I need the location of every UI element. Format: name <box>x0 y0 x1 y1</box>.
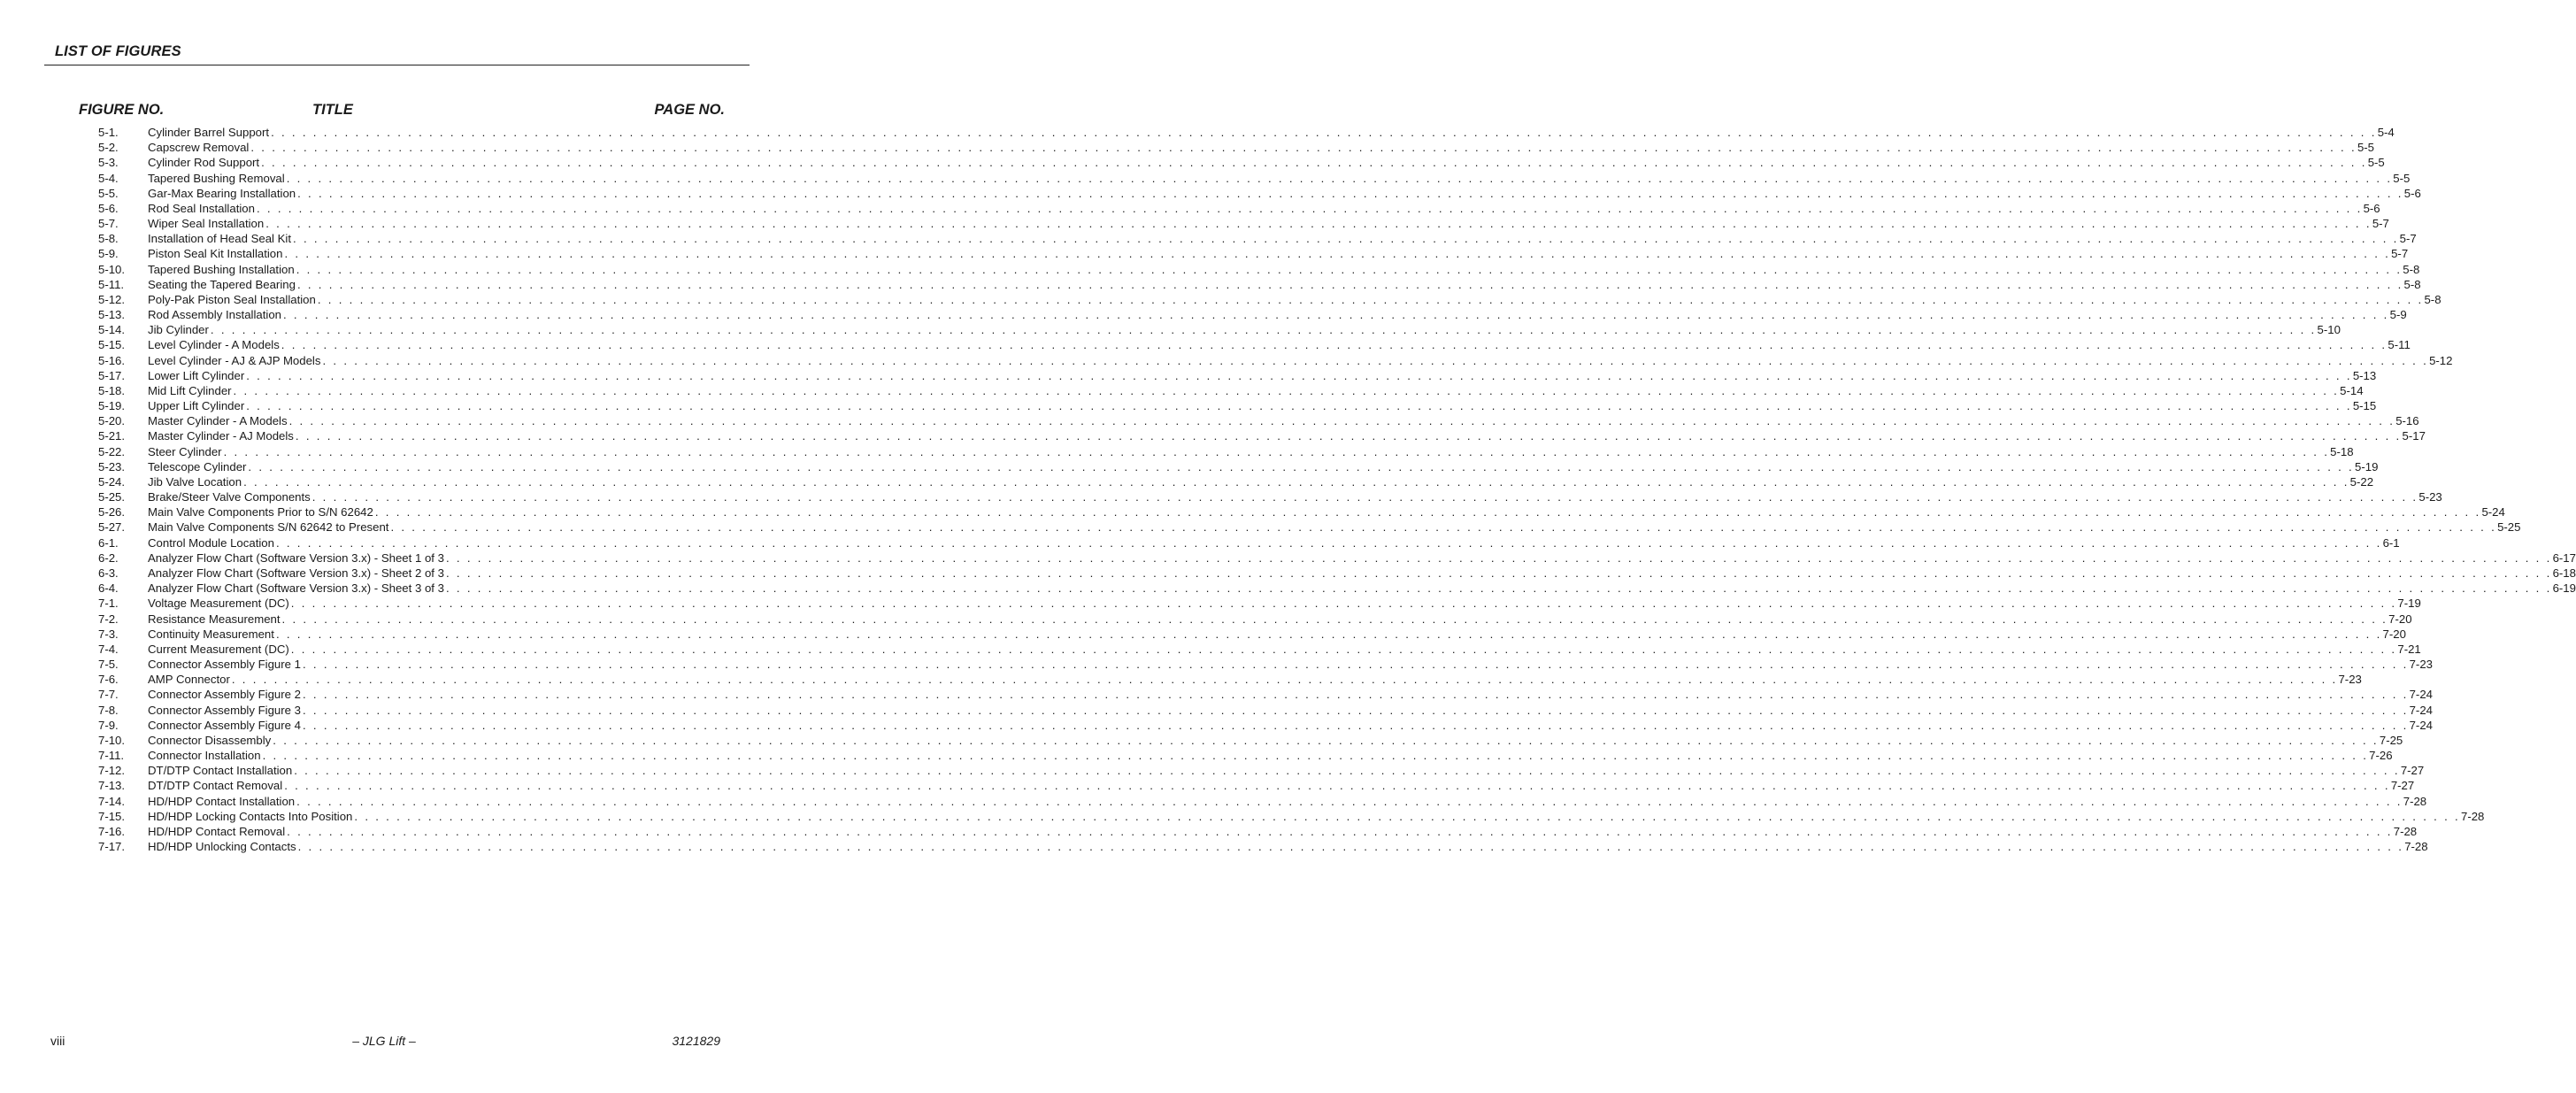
figure-page-number: 7-23 <box>2338 673 2362 687</box>
list-item[interactable] <box>98 733 2403 748</box>
dot-leader: . . . . . . . . . . . . . . . . . . . . . . . . . . . . . . . . . . . . . . . . . . . . . . . . . . . . . . . . . . . . . . . . . . . . . . . . . . . . . . . . . . . . . . . . . . . . . . . . . . . . . . . . . . . . . . . . . . . . . . . . . . . . . . . . . . . . . . . . . . . . . . . . . . . . . . . . . . . . . . . . . . . . . . . . . . . . . . . . . . . . . . . . . . . . . . . . . . . . . . . . <box>246 368 2352 382</box>
dot-leader: . . . . . . . . . . . . . . . . . . . . . . . . . . . . . . . . . . . . . . . . . . . . . . . . . . . . . . . . . . . . . . . . . . . . . . . . . . . . . . . . . . . . . . . . . . . . . . . . . . . . . . . . . . . . . . . . . . . . . . . . . . . . . . . . . . . . . . . . . . . . . . . . . . . . . . . . . . . . . . . . . . . . . . . . . . . . . . . . . . . . . . . . . . . . . . . . . . . . . . . . <box>322 353 2429 367</box>
list-item[interactable] <box>98 748 2393 763</box>
figure-title: Main Valve Components Prior to S/N 62642 <box>148 505 373 520</box>
figure-page-number: 5-17 <box>2402 429 2426 443</box>
list-item[interactable] <box>98 201 2380 216</box>
figure-title: Tapered Bushing Removal <box>148 171 285 185</box>
figure-number: 7-1. <box>98 597 119 611</box>
figure-number: 7-3. <box>98 627 119 641</box>
figure-number: 5-15. <box>98 338 126 352</box>
footer-page-number: viii <box>50 1034 65 1048</box>
dot-leader: . . . . . . . . . . . . . . . . . . . . . . . . . . . . . . . . . . . . . . . . . . . . . . . . . . . . . . . . . . . . . . . . . . . . . . . . . . . . . . . . . . . . . . . . . . . . . . . . . . . . . . . . . . . . . . . . . . . . . . . . . . . . . . . . . . . . . . . . . . . . . . . . . . . . . . . . . . . . . . . . . . . . . . . . . . . . . . . . . . . . . . . . . . . . . . . . . . . . . . . . <box>445 566 2552 580</box>
figure-page-number: 5-7 <box>2372 217 2389 231</box>
figure-title: Brake/Steer Valve Components <box>148 490 311 504</box>
list-item[interactable] <box>98 520 2521 535</box>
figure-page-number: 5-5 <box>2367 156 2385 170</box>
dot-leader: . . . . . . . . . . . . . . . . . . . . . . . . . . . . . . . . . . . . . . . . . . . . . . . . . . . . . . . . . . . . . . . . . . . . . . . . . . . . . . . . . . . . . . . . . . . . . . . . . . . . . . . . . . . . . . . . . . . . . . . . . . . . . . . . . . . . . . . . . . . . . . . . . . . . . . . . . . . . . . . . . . . . . . . . . . . . . . . . . . . . . . . . . . . . . . . . . . . . . . . . <box>243 474 2349 489</box>
figure-title: Main Valve Components S/N 62642 to Present <box>148 520 389 535</box>
figure-title: Connector Installation <box>148 749 261 763</box>
figure-number: 6-1. <box>98 535 119 550</box>
figure-number: 7-8. <box>98 703 119 717</box>
dot-leader: . . . . . . . . . . . . . . . . . . . . . . . . . . . . . . . . . . . . . . . . . . . . . . . . . . . . . . . . . . . . . . . . . . . . . . . . . . . . . . . . . . . . . . . . . . . . . . . . . . . . . . . . . . . . . . . . . . . . . . . . . . . . . . . . . . . . . . . . . . . . . . . . . . . . . . . . . . . . . . . . . . . . . . . . . . . . . . . . . . . . . . . . . . . . . . . . . . . . . . . . <box>256 201 2363 215</box>
dot-leader: . . . . . . . . . . . . . . . . . . . . . . . . . . . . . . . . . . . . . . . . . . . . . . . . . . . . . . . . . . . . . . . . . . . . . . . . . . . . . . . . . . . . . . . . . . . . . . . . . . . . . . . . . . . . . . . . . . . . . . . . . . . . . . . . . . . . . . . . . . . . . . . . . . . . . . . . . . . . . . . . . . . . . . . . . . . . . . . . . . . . . . . . . . . . . . . . . . . . . . . . <box>210 323 2317 337</box>
dot-leader: . . . . . . . . . . . . . . . . . . . . . . . . . . . . . . . . . . . . . . . . . . . . . . . . . . . . . . . . . . . . . . . . . . . . . . . . . . . . . . . . . . . . . . . . . . . . . . . . . . . . . . . . . . . . . . . . . . . . . . . . . . . . . . . . . . . . . . . . . . . . . . . . . . . . . . . . . . . . . . . . . . . . . . . . . . . . . . . . . . . . . . . . . . . . . . . . . . . . . . . . <box>250 141 2357 155</box>
figure-number: 7-5. <box>98 658 119 672</box>
figure-title: Cylinder Rod Support <box>148 156 260 170</box>
figure-number: 5-24. <box>98 474 126 489</box>
dot-leader: . . . . . . . . . . . . . . . . . . . . . . . . . . . . . . . . . . . . . . . . . . . . . . . . . . . . . . . . . . . . . . . . . . . . . . . . . . . . . . . . . . . . . . . . . . . . . . . . . . . . . . . . . . . . . . . . . . . . . . . . . . . . . . . . . . . . . . . . . . . . . . . . . . . . . . . . . . . . . . . . . . . . . . . . . . . . . . . . . . . . . . . . . . . . . . . . . . . . . . . . <box>445 550 2552 565</box>
figure-title: Voltage Measurement (DC) <box>148 597 289 611</box>
dot-leader: . . . . . . . . . . . . . . . . . . . . . . . . . . . . . . . . . . . . . . . . . . . . . . . . . . . . . . . . . . . . . . . . . . . . . . . . . . . . . . . . . . . . . . . . . . . . . . . . . . . . . . . . . . . . . . . . . . . . . . . . . . . . . . . . . . . . . . . . . . . . . . . . . . . . . . . . . . . . . . . . . . . . . . . . . . . . . . . . . . . . . . . . . . . . . . . . . . . . . . . . <box>271 126 2377 139</box>
figure-number: 5-23. <box>98 459 126 473</box>
list-item[interactable] <box>98 824 2418 839</box>
figure-title: Seating the Tapered Bearing <box>148 277 296 291</box>
figure-page-number: 7-25 <box>2379 733 2403 747</box>
list-item[interactable] <box>98 307 2407 322</box>
dot-leader: . . . . . . . . . . . . . . . . . . . . . . . . . . . . . . . . . . . . . . . . . . . . . . . . . . . . . . . . . . . . . . . . . . . . . . . . . . . . . . . . . . . . . . . . . . . . . . . . . . . . . . . . . . . . . . . . . . . . . . . . . . . . . . . . . . . . . . . . . . . . . . . . . . . . . . . . . . . . . . . . . . . . . . . . . . . . . . . . . . . . . . . . . . . . . . . . . . . . . . . . <box>288 414 2395 428</box>
figure-number: 7-13. <box>98 779 126 793</box>
figure-number: 7-14. <box>98 794 126 808</box>
figure-page-number: 5-19 <box>2355 459 2379 473</box>
figure-title: Continuity Measurement <box>148 627 274 641</box>
figure-title: Connector Assembly Figure 1 <box>148 658 301 672</box>
figure-number: 7-17. <box>98 840 126 854</box>
list-item[interactable] <box>98 809 2485 824</box>
figure-page-number: 7-28 <box>2393 824 2418 838</box>
figure-page-number: 7-24 <box>2409 703 2433 717</box>
figure-page-number: 7-19 <box>2397 597 2421 611</box>
dot-leader: . . . . . . . . . . . . . . . . . . . . . . . . . . . . . . . . . . . . . . . . . . . . . . . . . . . . . . . . . . . . . . . . . . . . . . . . . . . . . . . . . . . . . . . . . . . . . . . . . . . . . . . . . . . . . . . . . . . . . . . . . . . . . . . . . . . . . . . . . . . . . . . . . . . . . . . . . . . . . . . . . . . . . . . . . . . . . . . . . . . . . . . . . . . . . . . . . . . . . . . . <box>287 824 2393 838</box>
figure-number: 5-18. <box>98 383 126 397</box>
figure-page-number: 7-20 <box>2382 627 2406 641</box>
list-item[interactable] <box>98 489 2442 504</box>
figure-title: Steer Cylinder <box>148 444 222 458</box>
figure-title: Jib Valve Location <box>148 474 242 489</box>
dot-leader: . . . . . . . . . . . . . . . . . . . . . . . . . . . . . . . . . . . . . . . . . . . . . . . . . . . . . . . . . . . . . . . . . . . . . . . . . . . . . . . . . . . . . . . . . . . . . . . . . . . . . . . . . . . . . . . . . . . . . . . . . . . . . . . . . . . . . . . . . . . . . . . . . . . . . . . . . . . . . . . . . . . . . . . . . . . . . . . . . . . . . . . . . . . . . . . . . . . . . . . . <box>281 338 2388 352</box>
figure-page-number: 5-22 <box>2349 474 2374 489</box>
figure-page-number: 5-25 <box>2497 520 2521 535</box>
figure-number: 5-21. <box>98 429 126 443</box>
list-item[interactable] <box>98 171 2411 186</box>
list-item[interactable] <box>98 231 2417 246</box>
list-item[interactable] <box>98 672 2362 687</box>
figure-page-number: 5-23 <box>2418 490 2442 504</box>
figure-page-number: 7-26 <box>2369 749 2393 763</box>
figure-number: 5-7. <box>98 217 119 231</box>
figure-title: Connector Assembly Figure 3 <box>148 703 301 717</box>
figure-title: Analyzer Flow Chart (Software Version 3.x) - Sheet 1 of 3 <box>148 550 444 565</box>
figure-title: Control Module Location <box>148 535 274 550</box>
figure-number: 6-4. <box>98 581 119 596</box>
list-item[interactable] <box>98 398 2377 413</box>
list-item[interactable] <box>98 657 2433 672</box>
figure-title: Telescope Cylinder <box>148 459 247 473</box>
figure-title: Current Measurement (DC) <box>148 642 289 656</box>
figure-title: DT/DTP Contact Removal <box>148 779 283 793</box>
figure-page-number: 7-28 <box>2404 840 2428 854</box>
dot-leader: . . . . . . . . . . . . . . . . . . . . . . . . . . . . . . . . . . . . . . . . . . . . . . . . . . . . . . . . . . . . . . . . . . . . . . . . . . . . . . . . . . . . . . . . . . . . . . . . . . . . . . . . . . . . . . . . . . . . . . . . . . . . . . . . . . . . . . . . . . . . . . . . . . . . . . . . . . . . . . . . . . . . . . . . . . . . . . . . . . . . . . . . . . . . . . . . . . . . . . . . <box>262 749 2369 763</box>
figure-title: Resistance Measurement <box>148 612 281 626</box>
figure-list <box>98 125 2576 854</box>
figure-title: Lower Lift Cylinder <box>148 368 245 382</box>
figure-page-number: 5-8 <box>2424 292 2441 306</box>
figure-number: 5-12. <box>98 292 126 306</box>
list-item[interactable] <box>98 155 2385 170</box>
figure-title: DT/DTP Contact Installation <box>148 764 293 778</box>
dot-leader: . . . . . . . . . . . . . . . . . . . . . . . . . . . . . . . . . . . . . . . . . . . . . . . . . . . . . . . . . . . . . . . . . . . . . . . . . . . . . . . . . . . . . . . . . . . . . . . . . . . . . . . . . . . . . . . . . . . . . . . . . . . . . . . . . . . . . . . . . . . . . . . . . . . . . . . . . . . . . . . . . . . . . . . . . . . . . . . . . . . . . . . . . . . . . . . . . . . . . . . . <box>233 383 2340 397</box>
figure-page-number: 5-16 <box>2395 414 2419 428</box>
figure-number: 5-16. <box>98 353 126 367</box>
list-item[interactable] <box>98 794 2427 809</box>
figure-title: Analyzer Flow Chart (Software Version 3.x) - Sheet 3 of 3 <box>148 581 444 596</box>
figure-page-number: 6-1 <box>2382 535 2400 550</box>
figure-title: Capscrew Removal <box>148 141 250 155</box>
dot-leader: . . . . . . . . . . . . . . . . . . . . . . . . . . . . . . . . . . . . . . . . . . . . . . . . . . . . . . . . . . . . . . . . . . . . . . . . . . . . . . . . . . . . . . . . . . . . . . . . . . . . . . . . . . . . . . . . . . . . . . . . . . . . . . . . . . . . . . . . . . . . . . . . . . . . . . . . . . . . . . . . . . . . . . . . . . . . . . . . . . . . . . . . . . . . . . . . . . . . . . . . <box>302 718 2409 732</box>
dot-leader: . . . . . . . . . . . . . . . . . . . . . . . . . . . . . . . . . . . . . . . . . . . . . . . . . . . . . . . . . . . . . . . . . . . . . . . . . . . . . . . . . . . . . . . . . . . . . . . . . . . . . . . . . . . . . . . . . . . . . . . . . . . . . . . . . . . . . . . . . . . . . . . . . . . . . . . . . . . . . . . . . . . . . . . . . . . . . . . . . . . . . . . . . . . . . . . . . . . . . . . . <box>284 779 2390 793</box>
list-item[interactable] <box>98 718 2433 733</box>
figure-title: Wiper Seal Installation <box>148 217 265 231</box>
figure-title: Rod Seal Installation <box>148 201 255 215</box>
figure-title: Rod Assembly Installation <box>148 308 281 322</box>
figure-number: 7-6. <box>98 673 119 687</box>
list-item[interactable] <box>98 566 2576 581</box>
figure-title: Cylinder Barrel Support <box>148 126 270 139</box>
list-item[interactable] <box>98 140 2375 155</box>
list-item[interactable] <box>98 292 2441 307</box>
figure-page-number: 5-15 <box>2352 399 2377 413</box>
list-item[interactable] <box>98 262 2420 277</box>
list-item[interactable] <box>98 504 2505 520</box>
figure-title: Upper Lift Cylinder <box>148 399 245 413</box>
figure-title: Master Cylinder - AJ Models <box>148 429 294 443</box>
figure-title: Analyzer Flow Chart (Software Version 3.x) - Sheet 2 of 3 <box>148 566 444 580</box>
figure-page-number: 5-7 <box>2391 247 2409 261</box>
figure-number: 6-2. <box>98 550 119 565</box>
figure-number: 5-9. <box>98 247 119 261</box>
figure-number: 5-13. <box>98 308 126 322</box>
dot-leader: . . . . . . . . . . . . . . . . . . . . . . . . . . . . . . . . . . . . . . . . . . . . . . . . . . . . . . . . . . . . . . . . . . . . . . . . . . . . . . . . . . . . . . . . . . . . . . . . . . . . . . . . . . . . . . . . . . . . . . . . . . . . . . . . . . . . . . . . . . . . . . . . . . . . . . . . . . . . . . . . . . . . . . . . . . . . . . . . . . . . . . . . . . . . . . . . . . . . . . . . <box>302 658 2409 672</box>
dot-leader: . . . . . . . . . . . . . . . . . . . . . . . . . . . . . . . . . . . . . . . . . . . . . . . . . . . . . . . . . . . . . . . . . . . . . . . . . . . . . . . . . . . . . . . . . . . . . . . . . . . . . . . . . . . . . . . . . . . . . . . . . . . . . . . . . . . . . . . . . . . . . . . . . . . . . . . . . . . . . . . . . . . . . . . . . . . . . . . . . . . . . . . . . . . . . . . . . . . . . . . . <box>296 277 2403 291</box>
column-header-title: TITLE <box>312 102 353 118</box>
dot-leader: . . . . . . . . . . . . . . . . . . . . . . . . . . . . . . . . . . . . . . . . . . . . . . . . . . . . . . . . . . . . . . . . . . . . . . . . . . . . . . . . . . . . . . . . . . . . . . . . . . . . . . . . . . . . . . . . . . . . . . . . . . . . . . . . . . . . . . . . . . . . . . . . . . . . . . . . . . . . . . . . . . . . . . . . . . . . . . . . . . . . . . . . . . . . . . . . . . . . . . . . <box>273 733 2379 747</box>
figure-number: 5-11. <box>98 277 125 291</box>
figure-number: 7-2. <box>98 612 119 626</box>
figure-page-number: 7-24 <box>2409 688 2433 702</box>
figure-title: HD/HDP Contact Removal <box>148 824 286 838</box>
list-item[interactable] <box>98 612 2412 627</box>
figure-page-number: 5-10 <box>2317 323 2341 337</box>
column-header-page-no: PAGE NO. <box>654 102 725 118</box>
dot-leader: . . . . . . . . . . . . . . . . . . . . . . . . . . . . . . . . . . . . . . . . . . . . . . . . . . . . . . . . . . . . . . . . . . . . . . . . . . . . . . . . . . . . . . . . . . . . . . . . . . . . . . . . . . . . . . . . . . . . . . . . . . . . . . . . . . . . . . . . . . . . . . . . . . . . . . . . . . . . . . . . . . . . . . . . . . . . . . . . . . . . . . . . . . . . . . . . . . . . . . . . <box>293 232 2399 246</box>
figure-number: 5-20. <box>98 414 126 428</box>
figure-number: 5-10. <box>98 262 126 276</box>
list-item[interactable] <box>98 474 2374 489</box>
figure-number: 5-3. <box>98 156 119 170</box>
dot-leader: . . . . . . . . . . . . . . . . . . . . . . . . . . . . . . . . . . . . . . . . . . . . . . . . . . . . . . . . . . . . . . . . . . . . . . . . . . . . . . . . . . . . . . . . . . . . . . . . . . . . . . . . . . . . . . . . . . . . . . . . . . . . . . . . . . . . . . . . . . . . . . . . . . . . . . . . . . . . . . . . . . . . . . . . . . . . . . . . . . . . . . . . . . . . . . . . . . . . . . . . <box>265 217 2372 231</box>
figure-number: 5-1. <box>98 126 119 139</box>
list-item[interactable] <box>98 687 2433 702</box>
figure-number: 7-4. <box>98 642 119 656</box>
dot-leader: . . . . . . . . . . . . . . . . . . . . . . . . . . . . . . . . . . . . . . . . . . . . . . . . . . . . . . . . . . . . . . . . . . . . . . . . . . . . . . . . . . . . . . . . . . . . . . . . . . . . . . . . . . . . . . . . . . . . . . . . . . . . . . . . . . . . . . . . . . . . . . . . . . . . . . . . . . . . . . . . . . . . . . . . . . . . . . . . . . . . . . . . . . . . . . . . . . . . . . . . <box>284 247 2391 261</box>
dot-leader: . . . . . . . . . . . . . . . . . . . . . . . . . . . . . . . . . . . . . . . . . . . . . . . . . . . . . . . . . . . . . . . . . . . . . . . . . . . . . . . . . . . . . . . . . . . . . . . . . . . . . . . . . . . . . . . . . . . . . . . . . . . . . . . . . . . . . . . . . . . . . . . . . . . . . . . . . . . . . . . . . . . . . . . . . . . . . . . . . . . . . . . . . . . . . . . . . . . . . . . . <box>317 292 2424 306</box>
figure-page-number: 7-27 <box>2400 764 2425 778</box>
figure-page-number: 5-6 <box>2363 201 2380 215</box>
list-item[interactable] <box>98 642 2421 657</box>
figure-page-number: 5-6 <box>2403 186 2421 200</box>
page-header-title: LIST OF FIGURES <box>55 43 181 59</box>
figure-title: Level Cylinder - AJ & AJP Models <box>148 353 321 367</box>
figure-page-number: 5-18 <box>2330 444 2354 458</box>
dot-leader: . . . . . . . . . . . . . . . . . . . . . . . . . . . . . . . . . . . . . . . . . . . . . . . . . . . . . . . . . . . . . . . . . . . . . . . . . . . . . . . . . . . . . . . . . . . . . . . . . . . . . . . . . . . . . . . . . . . . . . . . . . . . . . . . . . . . . . . . . . . . . . . . . . . . . . . . . . . . . . . . . . . . . . . . . . . . . . . . . . . . . . . . . . . . . . . . . . . . . . . . <box>283 308 2389 322</box>
list-item[interactable] <box>98 763 2425 778</box>
dot-leader: . . . . . . . . . . . . . . . . . . . . . . . . . . . . . . . . . . . . . . . . . . . . . . . . . . . . . . . . . . . . . . . . . . . . . . . . . . . . . . . . . . . . . . . . . . . . . . . . . . . . . . . . . . . . . . . . . . . . . . . . . . . . . . . . . . . . . . . . . . . . . . . . . . . . . . . . . . . . . . . . . . . . . . . . . . . . . . . . . . . . . . . . . . . . . . . . . . . . . . . . <box>286 171 2393 185</box>
figure-page-number: 5-8 <box>2403 262 2420 276</box>
list-item[interactable] <box>98 125 2395 140</box>
figure-page-number: 5-8 <box>2403 277 2421 291</box>
figure-number: 7-11. <box>98 749 125 763</box>
dot-leader: . . . . . . . . . . . . . . . . . . . . . . . . . . . . . . . . . . . . . . . . . . . . . . . . . . . . . . . . . . . . . . . . . . . . . . . . . . . . . . . . . . . . . . . . . . . . . . . . . . . . . . . . . . . . . . . . . . . . . . . . . . . . . . . . . . . . . . . . . . . . . . . . . . . . . . . . . . . . . . . . . . . . . . . . . . . . . . . . . . . . . . . . . . . . . . . . . . . . . . . . <box>311 490 2418 504</box>
list-item[interactable] <box>98 535 2400 550</box>
figure-title: Connector Disassembly <box>148 733 272 747</box>
figure-page-number: 6-17 <box>2552 550 2576 565</box>
figure-number: 5-26. <box>98 505 126 520</box>
figure-number: 5-6. <box>98 201 119 215</box>
figure-title: Gar-Max Bearing Installation <box>148 186 296 200</box>
figure-title: Master Cylinder - A Models <box>148 414 288 428</box>
dot-leader: . . . . . . . . . . . . . . . . . . . . . . . . . . . . . . . . . . . . . . . . . . . . . . . . . . . . . . . . . . . . . . . . . . . . . . . . . . . . . . . . . . . . . . . . . . . . . . . . . . . . . . . . . . . . . . . . . . . . . . . . . . . . . . . . . . . . . . . . . . . . . . . . . . . . . . . . . . . . . . . . . . . . . . . . . . . . . . . . . . . . . . . . . . . . . . . . . . . . . . . . <box>302 703 2409 717</box>
list-item[interactable] <box>98 778 2415 793</box>
figure-page-number: 7-27 <box>2390 779 2415 793</box>
figure-title: HD/HDP Locking Contacts Into Position <box>148 809 353 823</box>
figure-page-number: 7-21 <box>2397 642 2421 656</box>
dot-leader: . . . . . . . . . . . . . . . . . . . . . . . . . . . . . . . . . . . . . . . . . . . . . . . . . . . . . . . . . . . . . . . . . . . . . . . . . . . . . . . . . . . . . . . . . . . . . . . . . . . . . . . . . . . . . . . . . . . . . . . . . . . . . . . . . . . . . . . . . . . . . . . . . . . . . . . . . . . . . . . . . . . . . . . . . . . . . . . . . . . . . . . . . . . . . . . . . . . . . . . . <box>302 688 2409 702</box>
figure-title: AMP Connector <box>148 673 230 687</box>
dot-leader: . . . . . . . . . . . . . . . . . . . . . . . . . . . . . . . . . . . . . . . . . . . . . . . . . . . . . . . . . . . . . . . . . . . . . . . . . . . . . . . . . . . . . . . . . . . . . . . . . . . . . . . . . . . . . . . . . . . . . . . . . . . . . . . . . . . . . . . . . . . . . . . . . . . . . . . . . . . . . . . . . . . . . . . . . . . . . . . . . . . . . . . . . . . . . . . . . . . . . . . . <box>390 520 2497 535</box>
figure-number: 5-25. <box>98 490 126 504</box>
dot-leader: . . . . . . . . . . . . . . . . . . . . . . . . . . . . . . . . . . . . . . . . . . . . . . . . . . . . . . . . . . . . . . . . . . . . . . . . . . . . . . . . . . . . . . . . . . . . . . . . . . . . . . . . . . . . . . . . . . . . . . . . . . . . . . . . . . . . . . . . . . . . . . . . . . . . . . . . . . . . . . . . . . . . . . . . . . . . . . . . . . . . . . . . . . . . . . . . . . . . . . . . <box>290 597 2397 611</box>
figure-page-number: 5-9 <box>2389 308 2407 322</box>
figure-number: 7-16. <box>98 824 126 838</box>
footer-center-text: – JLG Lift – <box>352 1034 416 1048</box>
list-item[interactable] <box>98 368 2377 383</box>
figure-number: 5-2. <box>98 141 119 155</box>
list-item[interactable] <box>98 627 2406 642</box>
dot-leader: . . . . . . . . . . . . . . . . . . . . . . . . . . . . . . . . . . . . . . . . . . . . . . . . . . . . . . . . . . . . . . . . . . . . . . . . . . . . . . . . . . . . . . . . . . . . . . . . . . . . . . . . . . . . . . . . . . . . . . . . . . . . . . . . . . . . . . . . . . . . . . . . . . . . . . . . . . . . . . . . . . . . . . . . . . . . . . . . . . . . . . . . . . . . . . . . . . . . . . . . <box>275 535 2382 550</box>
figure-number: 5-8. <box>98 232 119 246</box>
figure-page-number: 5-12 <box>2429 353 2453 367</box>
list-item[interactable] <box>98 459 2379 474</box>
dot-leader: . . . . . . . . . . . . . . . . . . . . . . . . . . . . . . . . . . . . . . . . . . . . . . . . . . . . . . . . . . . . . . . . . . . . . . . . . . . . . . . . . . . . . . . . . . . . . . . . . . . . . . . . . . . . . . . . . . . . . . . . . . . . . . . . . . . . . . . . . . . . . . . . . . . . . . . . . . . . . . . . . . . . . . . . . . . . . . . . . . . . . . . . . . . . . . . . . . . . . . . . <box>296 794 2403 808</box>
figure-page-number: 5-5 <box>2393 171 2411 185</box>
column-header-figure-no: FIGURE NO. <box>79 102 165 118</box>
list-item[interactable] <box>98 550 2576 566</box>
dot-leader: . . . . . . . . . . . . . . . . . . . . . . . . . . . . . . . . . . . . . . . . . . . . . . . . . . . . . . . . . . . . . . . . . . . . . . . . . . . . . . . . . . . . . . . . . . . . . . . . . . . . . . . . . . . . . . . . . . . . . . . . . . . . . . . . . . . . . . . . . . . . . . . . . . . . . . . . . . . . . . . . . . . . . . . . . . . . . . . . . . . . . . . . . . . . . . . . . . . . . . . . <box>296 262 2403 276</box>
figure-page-number: 5-11 <box>2388 338 2411 352</box>
figure-page-number: 7-20 <box>2388 612 2412 626</box>
dot-leader: . . . . . . . . . . . . . . . . . . . . . . . . . . . . . . . . . . . . . . . . . . . . . . . . . . . . . . . . . . . . . . . . . . . . . . . . . . . . . . . . . . . . . . . . . . . . . . . . . . . . . . . . . . . . . . . . . . . . . . . . . . . . . . . . . . . . . . . . . . . . . . . . . . . . . . . . . . . . . . . . . . . . . . . . . . . . . . . . . . . . . . . . . . . . . . . . . . . . . . . . <box>297 186 2403 200</box>
figure-number: 5-17. <box>98 368 126 382</box>
list-item[interactable] <box>98 413 2419 428</box>
dot-leader: . . . . . . . . . . . . . . . . . . . . . . . . . . . . . . . . . . . . . . . . . . . . . . . . . . . . . . . . . . . . . . . . . . . . . . . . . . . . . . . . . . . . . . . . . . . . . . . . . . . . . . . . . . . . . . . . . . . . . . . . . . . . . . . . . . . . . . . . . . . . . . . . . . . . . . . . . . . . . . . . . . . . . . . . . . . . . . . . . . . . . . . . . . . . . . . . . . . . . . . . <box>261 156 2367 170</box>
dot-leader: . . . . . . . . . . . . . . . . . . . . . . . . . . . . . . . . . . . . . . . . . . . . . . . . . . . . . . . . . . . . . . . . . . . . . . . . . . . . . . . . . . . . . . . . . . . . . . . . . . . . . . . . . . . . . . . . . . . . . . . . . . . . . . . . . . . . . . . . . . . . . . . . . . . . . . . . . . . . . . . . . . . . . . . . . . . . . . . . . . . . . . . . . . . . . . . . . . . . . . . . <box>294 764 2400 778</box>
list-item[interactable] <box>98 383 2364 398</box>
list-item[interactable] <box>98 186 2421 201</box>
figure-number: 5-22. <box>98 444 126 458</box>
list-item[interactable] <box>98 444 2354 459</box>
figure-number: 7-7. <box>98 688 119 702</box>
list-item[interactable] <box>98 246 2409 261</box>
list-item[interactable] <box>98 703 2433 718</box>
figure-page-number: 7-28 <box>2403 794 2427 808</box>
figure-title: Poly-Pak Piston Seal Installation <box>148 292 316 306</box>
figure-title: Mid Lift Cylinder <box>148 383 232 397</box>
figure-number: 7-15. <box>98 809 126 823</box>
dot-leader: . . . . . . . . . . . . . . . . . . . . . . . . . . . . . . . . . . . . . . . . . . . . . . . . . . . . . . . . . . . . . . . . . . . . . . . . . . . . . . . . . . . . . . . . . . . . . . . . . . . . . . . . . . . . . . . . . . . . . . . . . . . . . . . . . . . . . . . . . . . . . . . . . . . . . . . . . . . . . . . . . . . . . . . . . . . . . . . . . . . . . . . . . . . . . . . . . . . . . . . . <box>231 673 2338 687</box>
list-item[interactable] <box>98 839 2428 854</box>
figure-page-number: 5-7 <box>2399 232 2417 246</box>
figure-number: 6-3. <box>98 566 119 580</box>
figure-page-number: 7-28 <box>2461 809 2485 823</box>
dot-leader: . . . . . . . . . . . . . . . . . . . . . . . . . . . . . . . . . . . . . . . . . . . . . . . . . . . . . . . . . . . . . . . . . . . . . . . . . . . . . . . . . . . . . . . . . . . . . . . . . . . . . . . . . . . . . . . . . . . . . . . . . . . . . . . . . . . . . . . . . . . . . . . . . . . . . . . . . . . . . . . . . . . . . . . . . . . . . . . . . . . . . . . . . . . . . . . . . . . . . . . . <box>374 505 2481 520</box>
figure-number: 5-5. <box>98 186 119 200</box>
figure-number: 5-4. <box>98 171 119 185</box>
figure-title: Jib Cylinder <box>148 323 209 337</box>
list-item[interactable] <box>98 581 2576 596</box>
dot-leader: . . . . . . . . . . . . . . . . . . . . . . . . . . . . . . . . . . . . . . . . . . . . . . . . . . . . . . . . . . . . . . . . . . . . . . . . . . . . . . . . . . . . . . . . . . . . . . . . . . . . . . . . . . . . . . . . . . . . . . . . . . . . . . . . . . . . . . . . . . . . . . . . . . . . . . . . . . . . . . . . . . . . . . . . . . . . . . . . . . . . . . . . . . . . . . . . . . . . . . . . <box>248 459 2355 473</box>
figure-page-number: 7-24 <box>2409 718 2433 732</box>
figure-title: Tapered Bushing Installation <box>148 262 295 276</box>
figure-title: Connector Assembly Figure 4 <box>148 718 301 732</box>
figure-page-number: 5-24 <box>2481 505 2505 520</box>
figure-title: Connector Assembly Figure 2 <box>148 688 301 702</box>
dot-leader: . . . . . . . . . . . . . . . . . . . . . . . . . . . . . . . . . . . . . . . . . . . . . . . . . . . . . . . . . . . . . . . . . . . . . . . . . . . . . . . . . . . . . . . . . . . . . . . . . . . . . . . . . . . . . . . . . . . . . . . . . . . . . . . . . . . . . . . . . . . . . . . . . . . . . . . . . . . . . . . . . . . . . . . . . . . . . . . . . . . . . . . . . . . . . . . . . . . . . . . . <box>223 444 2330 458</box>
figure-page-number: 5-5 <box>2357 141 2375 155</box>
dot-leader: . . . . . . . . . . . . . . . . . . . . . . . . . . . . . . . . . . . . . . . . . . . . . . . . . . . . . . . . . . . . . . . . . . . . . . . . . . . . . . . . . . . . . . . . . . . . . . . . . . . . . . . . . . . . . . . . . . . . . . . . . . . . . . . . . . . . . . . . . . . . . . . . . . . . . . . . . . . . . . . . . . . . . . . . . . . . . . . . . . . . . . . . . . . . . . . . . . . . . . . . <box>275 627 2382 641</box>
figure-page-number: 5-14 <box>2340 383 2364 397</box>
list-item[interactable] <box>98 337 2411 352</box>
dot-leader: . . . . . . . . . . . . . . . . . . . . . . . . . . . . . . . . . . . . . . . . . . . . . . . . . . . . . . . . . . . . . . . . . . . . . . . . . . . . . . . . . . . . . . . . . . . . . . . . . . . . . . . . . . . . . . . . . . . . . . . . . . . . . . . . . . . . . . . . . . . . . . . . . . . . . . . . . . . . . . . . . . . . . . . . . . . . . . . . . . . . . . . . . . . . . . . . . . . . . . . . <box>297 840 2404 854</box>
footer-doc-number: 3121829 <box>672 1034 720 1048</box>
figure-title: Level Cylinder - A Models <box>148 338 280 352</box>
figure-number: 5-19. <box>98 399 126 413</box>
figure-page-number: 6-19 <box>2552 581 2576 596</box>
dot-leader: . . . . . . . . . . . . . . . . . . . . . . . . . . . . . . . . . . . . . . . . . . . . . . . . . . . . . . . . . . . . . . . . . . . . . . . . . . . . . . . . . . . . . . . . . . . . . . . . . . . . . . . . . . . . . . . . . . . . . . . . . . . . . . . . . . . . . . . . . . . . . . . . . . . . . . . . . . . . . . . . . . . . . . . . . . . . . . . . . . . . . . . . . . . . . . . . . . . . . . . . <box>354 809 2460 823</box>
figure-number: 7-12. <box>98 764 126 778</box>
figure-number: 5-27. <box>98 520 126 535</box>
list-item[interactable] <box>98 596 2421 611</box>
figure-title: HD/HDP Contact Installation <box>148 794 296 808</box>
figure-page-number: 6-18 <box>2552 566 2576 580</box>
figure-title: Installation of Head Seal Kit <box>148 232 292 246</box>
figure-page-number: 5-13 <box>2352 368 2377 382</box>
list-item[interactable] <box>98 277 2421 292</box>
dot-leader: . . . . . . . . . . . . . . . . . . . . . . . . . . . . . . . . . . . . . . . . . . . . . . . . . . . . . . . . . . . . . . . . . . . . . . . . . . . . . . . . . . . . . . . . . . . . . . . . . . . . . . . . . . . . . . . . . . . . . . . . . . . . . . . . . . . . . . . . . . . . . . . . . . . . . . . . . . . . . . . . . . . . . . . . . . . . . . . . . . . . . . . . . . . . . . . . . . . . . . . . <box>445 581 2552 596</box>
list-item[interactable] <box>98 322 2341 337</box>
dot-leader: . . . . . . . . . . . . . . . . . . . . . . . . . . . . . . . . . . . . . . . . . . . . . . . . . . . . . . . . . . . . . . . . . . . . . . . . . . . . . . . . . . . . . . . . . . . . . . . . . . . . . . . . . . . . . . . . . . . . . . . . . . . . . . . . . . . . . . . . . . . . . . . . . . . . . . . . . . . . . . . . . . . . . . . . . . . . . . . . . . . . . . . . . . . . . . . . . . . . . . . . <box>290 642 2397 656</box>
list-item[interactable] <box>98 428 2426 443</box>
list-item[interactable] <box>98 216 2389 231</box>
figure-page-number: 5-4 <box>2377 126 2395 139</box>
figure-number: 7-10. <box>98 733 126 747</box>
dot-leader: . . . . . . . . . . . . . . . . . . . . . . . . . . . . . . . . . . . . . . . . . . . . . . . . . . . . . . . . . . . . . . . . . . . . . . . . . . . . . . . . . . . . . . . . . . . . . . . . . . . . . . . . . . . . . . . . . . . . . . . . . . . . . . . . . . . . . . . . . . . . . . . . . . . . . . . . . . . . . . . . . . . . . . . . . . . . . . . . . . . . . . . . . . . . . . . . . . . . . . . . <box>281 612 2388 626</box>
figure-title: HD/HDP Unlocking Contacts <box>148 840 296 854</box>
dot-leader: . . . . . . . . . . . . . . . . . . . . . . . . . . . . . . . . . . . . . . . . . . . . . . . . . . . . . . . . . . . . . . . . . . . . . . . . . . . . . . . . . . . . . . . . . . . . . . . . . . . . . . . . . . . . . . . . . . . . . . . . . . . . . . . . . . . . . . . . . . . . . . . . . . . . . . . . . . . . . . . . . . . . . . . . . . . . . . . . . . . . . . . . . . . . . . . . . . . . . . . . <box>295 429 2402 443</box>
dot-leader: . . . . . . . . . . . . . . . . . . . . . . . . . . . . . . . . . . . . . . . . . . . . . . . . . . . . . . . . . . . . . . . . . . . . . . . . . . . . . . . . . . . . . . . . . . . . . . . . . . . . . . . . . . . . . . . . . . . . . . . . . . . . . . . . . . . . . . . . . . . . . . . . . . . . . . . . . . . . . . . . . . . . . . . . . . . . . . . . . . . . . . . . . . . . . . . . . . . . . . . . <box>246 399 2352 413</box>
figure-title: Piston Seal Kit Installation <box>148 247 283 261</box>
figure-number: 7-9. <box>98 718 119 732</box>
figure-number: 5-14. <box>98 323 126 337</box>
figure-page-number: 7-23 <box>2409 658 2433 672</box>
list-item[interactable] <box>98 353 2453 368</box>
